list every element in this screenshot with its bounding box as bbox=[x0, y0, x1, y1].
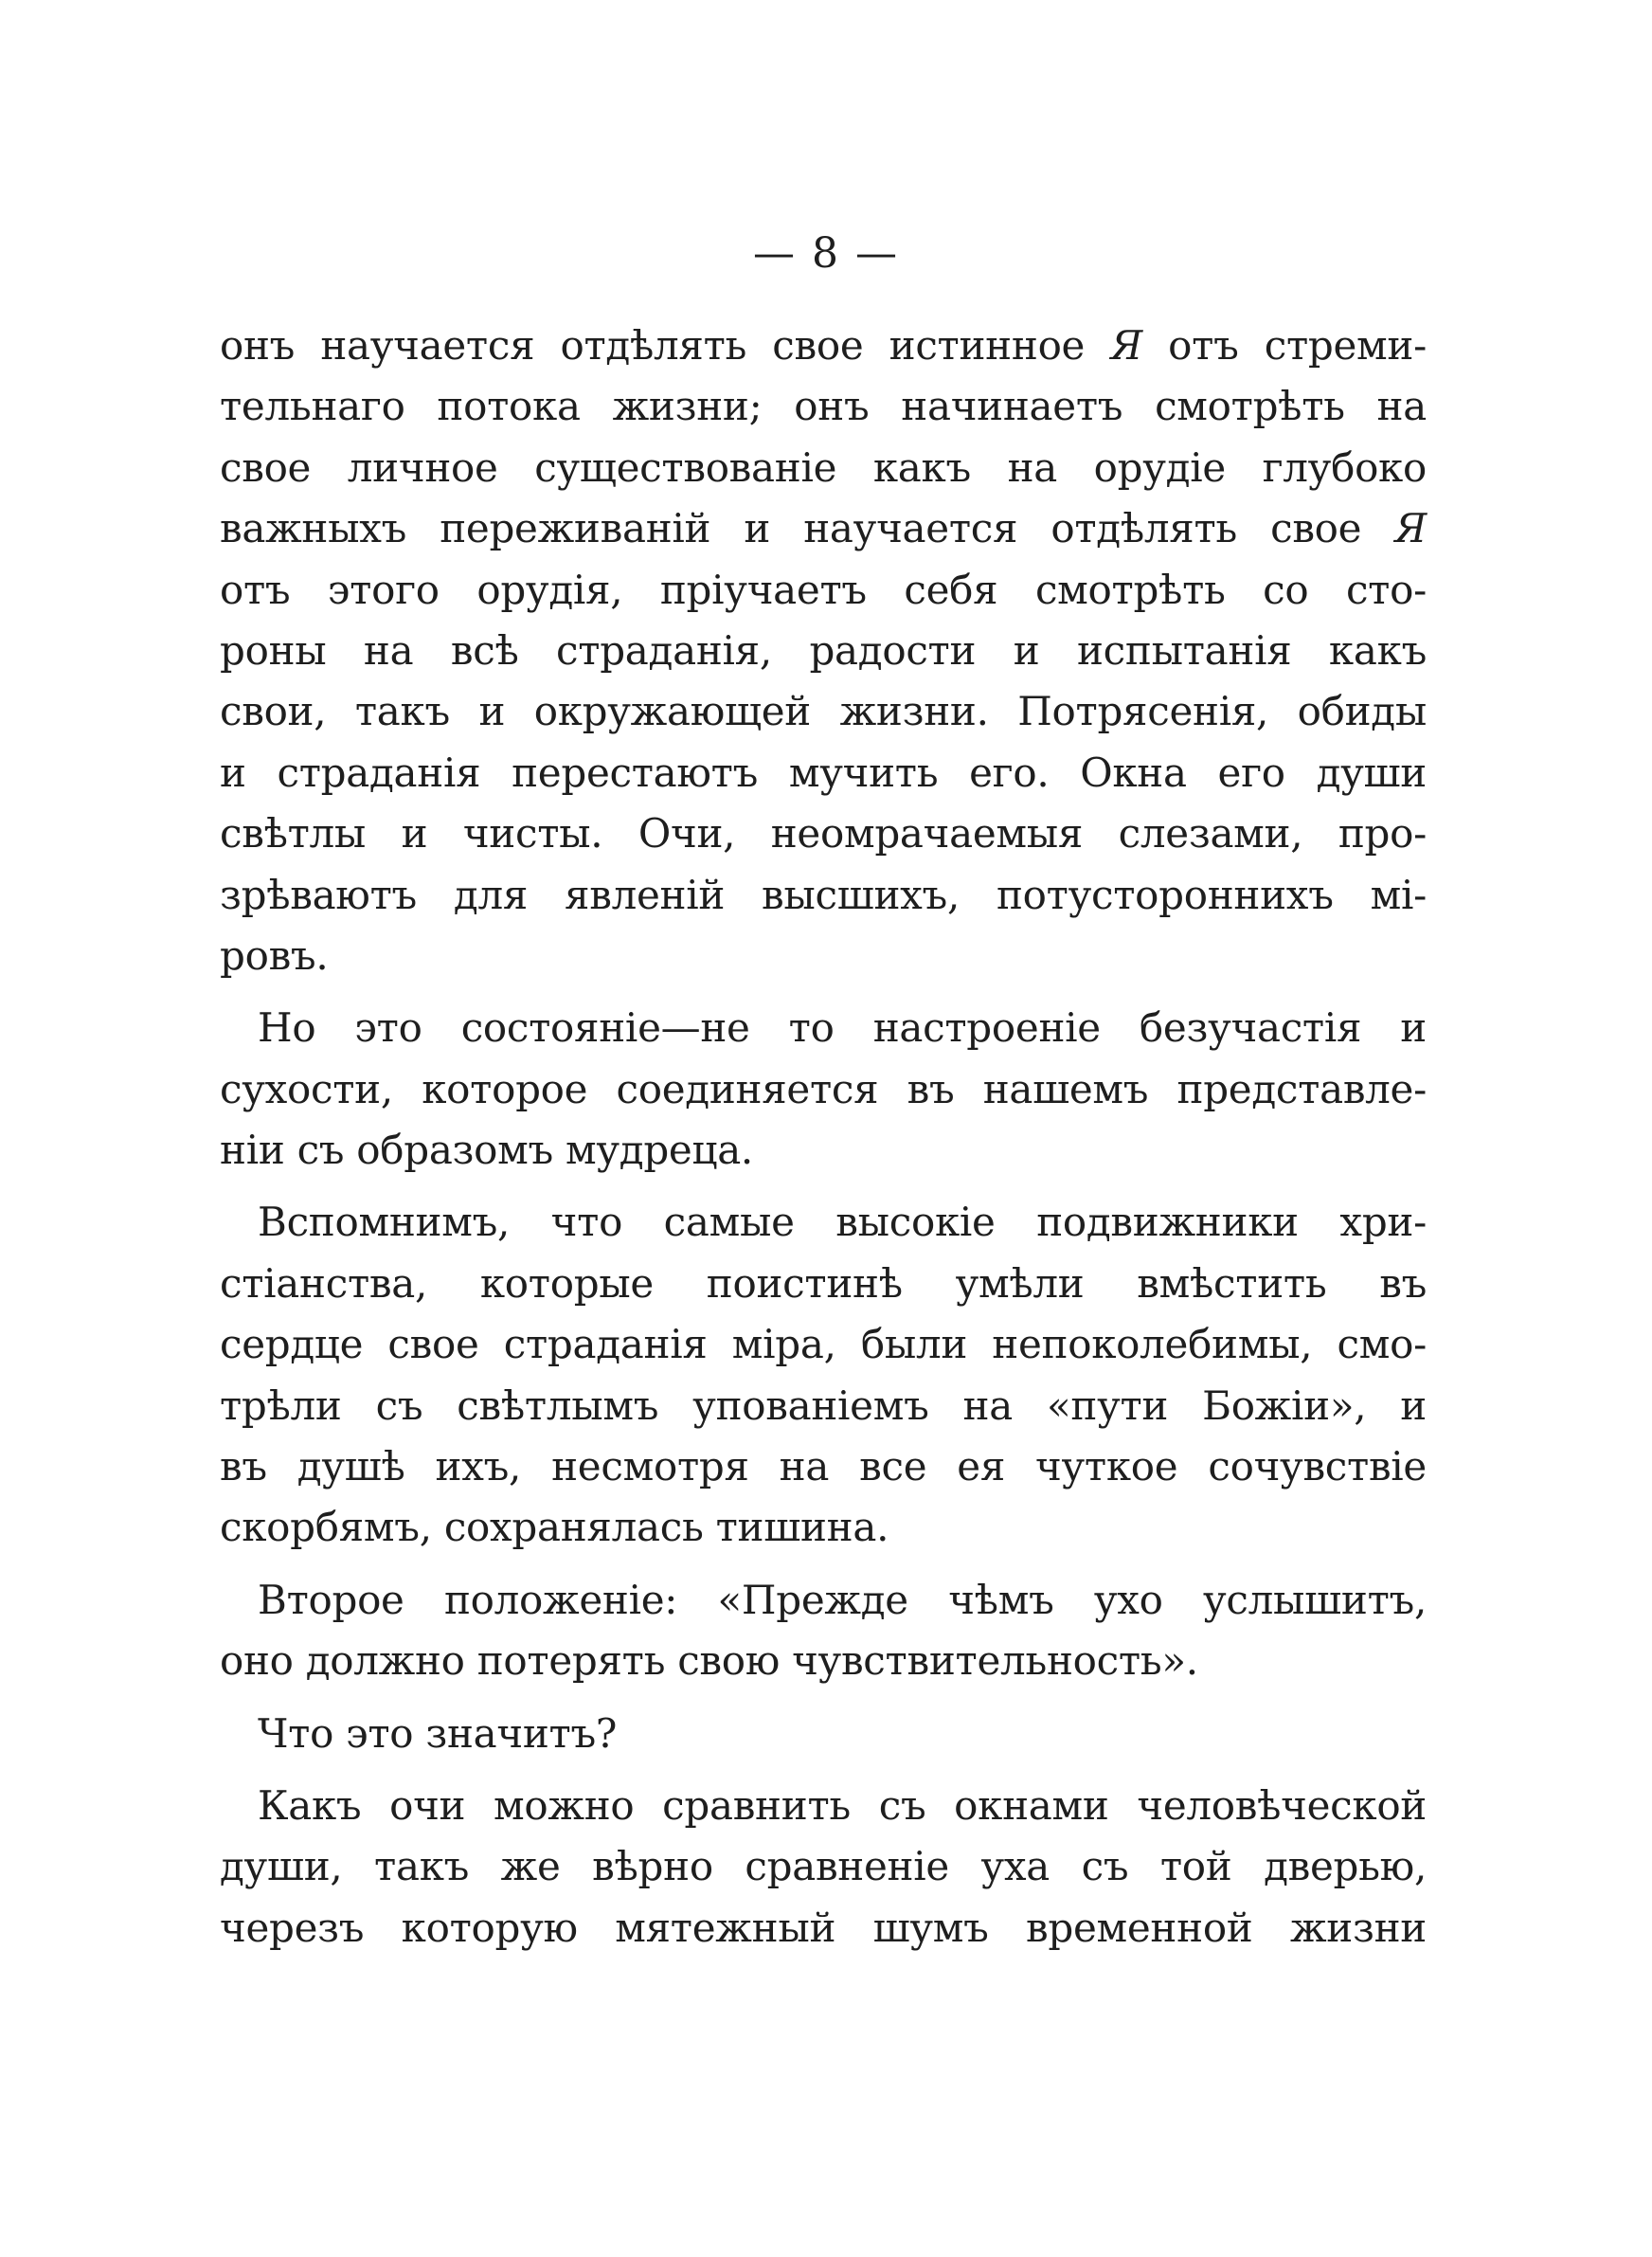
paragraph-2 bbox=[220, 998, 1427, 1181]
text-line: тельнаго потока жизни; онъ начинаетъ смотрѣть на bbox=[220, 383, 1427, 430]
text-line bbox=[220, 316, 1427, 376]
text-line: оно должно потерять свою чувствительность». bbox=[220, 1637, 1198, 1685]
body-text bbox=[220, 316, 1427, 1959]
line-text: онъ научается отдѣлять свое истинное bbox=[220, 322, 1111, 369]
text-line: черезъ которую мятежный шумъ временной жизни bbox=[220, 1904, 1427, 1951]
text-line: зрѣваютъ для явленій высшихъ, потустороннихъ мі- bbox=[220, 871, 1427, 918]
line-text: отъ стреми- bbox=[1141, 322, 1427, 369]
text-line: Но это состояніе—не то настроеніе безучастія и bbox=[258, 1004, 1427, 1052]
paragraph-3 bbox=[220, 1192, 1427, 1558]
text-line: Что это значитъ? bbox=[258, 1709, 618, 1757]
text-line: свои, такъ и окружающей жизни. Потрясенія, обиды bbox=[220, 688, 1427, 735]
text-line: скорбямъ, сохранялась тишина. bbox=[220, 1504, 889, 1551]
paragraph-4 bbox=[220, 1570, 1427, 1692]
text-line: души, такъ же вѣрно сравненіе уха съ той дверью, bbox=[220, 1843, 1427, 1890]
text-line: ровъ. bbox=[220, 931, 329, 979]
paragraph-1 bbox=[220, 316, 1427, 986]
line-text: важныхъ переживаній и научается отдѣлять свое bbox=[220, 505, 1395, 552]
text-line: отъ этого орудія, пріучаетъ себя смотрѣть со сто- bbox=[220, 566, 1427, 613]
text-line: стіанства, которые поистинѣ умѣли вмѣстить въ bbox=[220, 1259, 1427, 1307]
page-number: — 8 — bbox=[753, 229, 899, 278]
text-line: Какъ очи можно сравнить съ окнами человѣческой bbox=[258, 1781, 1427, 1829]
text-line: ніи съ образомъ мудреца. bbox=[220, 1127, 753, 1174]
text-line: въ душѣ ихъ, несмотря на все ея чуткое сочувствіе bbox=[220, 1443, 1427, 1490]
text-line: и страданія перестаютъ мучить его. Окна его души bbox=[220, 749, 1427, 796]
text-line: Вспомнимъ, что самые высокіе подвижники хри- bbox=[258, 1199, 1427, 1246]
text-line: сердце свое страданія міра, были непоколебимы, смо- bbox=[220, 1321, 1427, 1368]
text-line: трѣли съ свѣтлымъ упованіемъ на «пути Божіи», и bbox=[220, 1381, 1427, 1429]
italic-ya: Я bbox=[1394, 505, 1427, 552]
paragraph-6 bbox=[220, 1776, 1427, 1959]
italic-ya: Я bbox=[1110, 322, 1142, 369]
text-line: Второе положеніе: «Прежде чѣмъ ухо услышитъ, bbox=[258, 1576, 1427, 1623]
text-line: свѣтлы и чисты. Очи, неомрачаемыя слезами, про- bbox=[220, 810, 1427, 858]
text-line bbox=[220, 498, 1427, 559]
text-line: свое личное существованіе какъ на орудіе глубоко bbox=[220, 443, 1427, 491]
text-line: сухости, которое соединяется въ нашемъ представле- bbox=[220, 1065, 1427, 1112]
text-line: роны на всѣ страданія, радости и испытанія какъ bbox=[220, 626, 1427, 674]
paragraph-5 bbox=[220, 1704, 1427, 1764]
